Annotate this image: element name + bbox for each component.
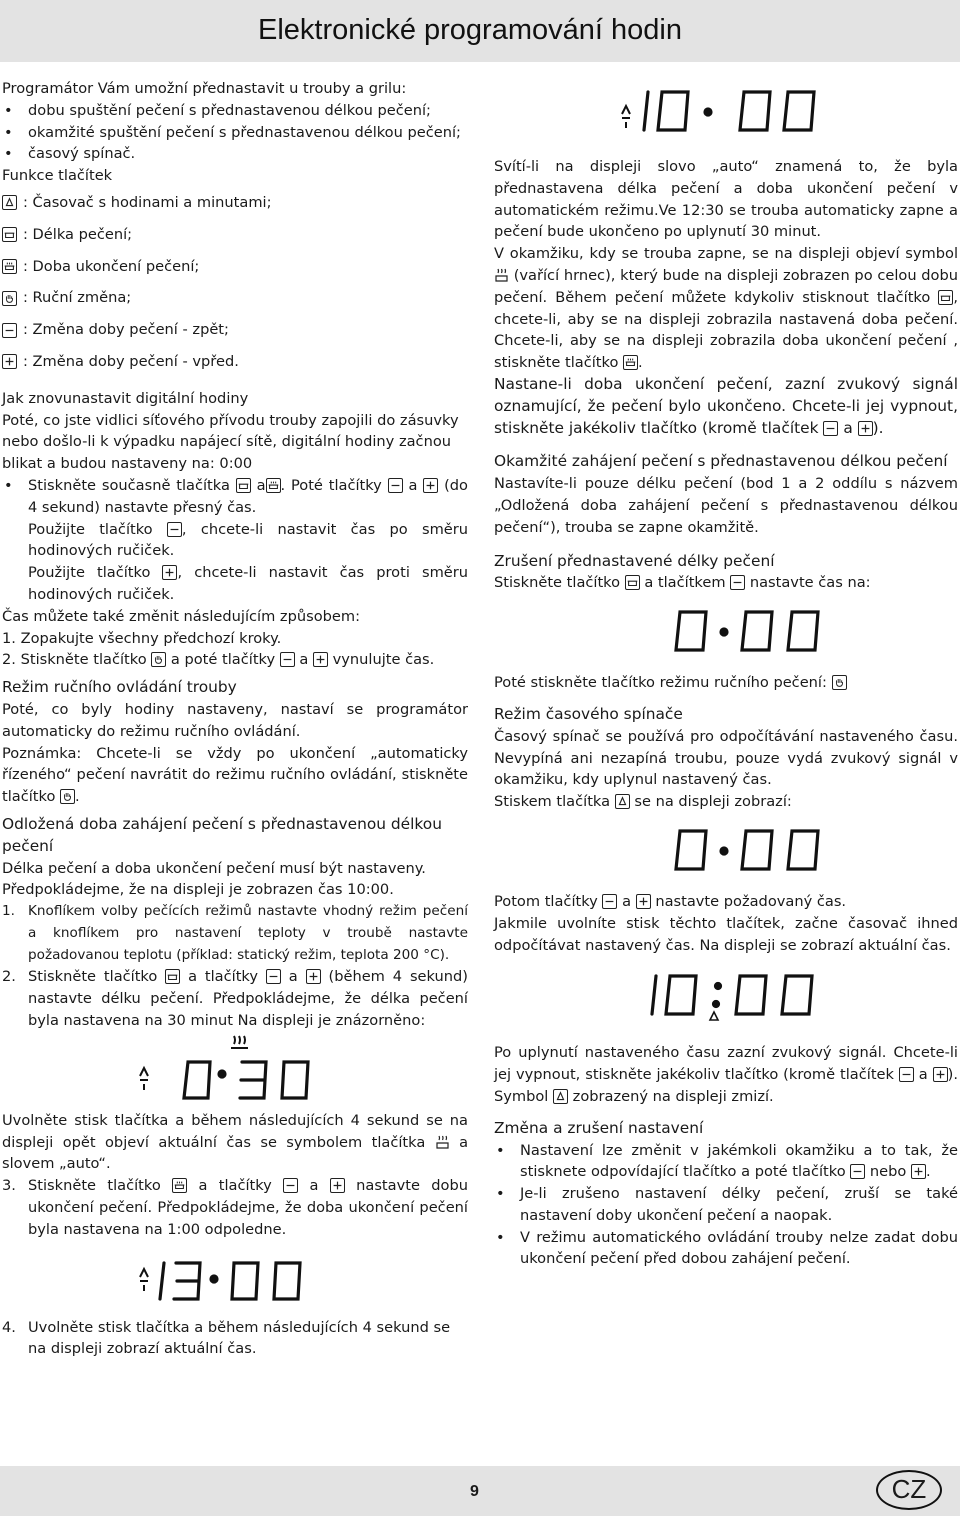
minus-icon	[823, 421, 838, 436]
left-column	[2, 78, 468, 1360]
language-badge: CZ	[876, 1470, 942, 1510]
steam-pot-icon	[435, 1135, 450, 1150]
plus-icon	[423, 478, 438, 493]
lcd-display-13-00	[2, 1241, 468, 1317]
after-text: Po uplynutí nastaveného času zazní zvukový signál. Chcete-li jej vypnout, stiskněte jakékoliv tlačítko (kromě tlačítek a ). Symbol zobrazený na displeji zmizí.	[494, 1044, 958, 1105]
release-text: Uvolněte stisk tlačítka a během následujících 4 sekund se na displeji opět objeví aktuální čas se symbolem tlačítka a slovem „auto“.	[2, 1111, 469, 1173]
lcd-digits	[644, 92, 814, 130]
intro-bullet: • okamžité spuštění pečení s přednastavenou délkou pečení;	[2, 122, 468, 144]
step-3: 3. Stiskněte tlačítko a tlačítky a nastavte dobu ukončení pečení. Předpokládejme, že doba ukončení pečení byla nastavena na 1:00 odpoledne.	[2, 1177, 468, 1238]
pot-icon	[236, 478, 251, 493]
key-row-manual	[2, 282, 468, 314]
then-text: Potom tlačítky a nastavte požadovaný čas.	[494, 892, 847, 910]
lcd-digits	[676, 831, 818, 869]
lcd-digits	[676, 612, 818, 650]
bell-icon	[615, 794, 630, 809]
change-bullet: • Je-li zrušeno nastavení délky pečení, zruší se také nastavení doby ukončení pečení a naopak.	[494, 1183, 958, 1227]
plus-icon	[933, 1067, 948, 1082]
auto-word: auto	[719, 158, 752, 175]
intro-bullet: • dobu spuštění pečení s přednastavenou délkou pečení;	[2, 100, 468, 122]
key-label: : Změna doby pečení - vpřed.	[23, 352, 239, 370]
timer-title: Režim časového spínače	[494, 704, 683, 723]
pot-icon	[938, 290, 953, 305]
plus-icon	[306, 969, 321, 984]
change-title: Změna a zrušení nastavení	[494, 1118, 704, 1137]
minus-icon	[283, 1178, 298, 1193]
reset-step: Použijte tlačítko , chcete-li nastavit čas po směru hodinových ručiček.	[28, 520, 469, 560]
auto-symbol-icon	[622, 106, 630, 128]
page-footer	[0, 1466, 960, 1516]
lcd-digits	[652, 976, 812, 1014]
key-label: : Změna doby pečení - zpět;	[23, 321, 229, 339]
key-row-plus	[2, 346, 468, 378]
step-2: 2. Stiskněte tlačítko a tlačítky a (během 4 sekund) nastavte délku pečení. Předpokládejme, že délka pečení byla nastavena na 30 minut Na displeji je znázorněno:	[2, 968, 468, 1030]
key-label: : Délka pečení;	[23, 225, 133, 243]
plus-icon	[2, 354, 17, 369]
minus-icon	[850, 1164, 865, 1179]
reset-text: Poté, co jste vidlici síťového přívodu trouby zapojili do zásuvky nebo došlo-li k výpadku napájecí sítě, digitální hodiny začnou blikat a budou nastaveny na: 0:00	[2, 411, 459, 473]
lcd-display-0-30	[2, 1032, 468, 1110]
auto-symbol-icon	[140, 1269, 148, 1291]
hand-icon	[2, 291, 17, 306]
reset-step: • Stiskněte současně tlačítka a . Poté tlačítky a (do 4 sekund) nastavte přesný čas.	[2, 475, 468, 519]
plus-icon	[330, 1178, 345, 1193]
minus-icon	[899, 1067, 914, 1082]
key-row-end	[2, 251, 468, 283]
key-label: : Časovač s hodinami a minutami;	[23, 193, 272, 211]
bell-icon	[710, 1012, 718, 1020]
plus-icon	[911, 1164, 926, 1179]
cancel-text: Stiskněte tlačítko a tlačítkem nastavte čas na:	[494, 574, 871, 592]
timer-text: Časový spínač se používá pro odpočítávání nastaveného času. Nevypíná ani nezapíná troubu, pouze vydá zvukový signál v okamžiku, kdy uplynul nastavený čas.	[494, 727, 958, 789]
keys-title: Funkce tlačítek	[2, 167, 113, 185]
minus-icon	[266, 969, 281, 984]
instant-title: Okamžité zahájení pečení s přednastavenou délkou pečení	[494, 452, 948, 471]
minus-icon	[167, 522, 182, 537]
note: Poznámka: Chcete-li se vždy po ukončení „automaticky řízeného“ pečení navrátit do režimu ručního ovládání, stiskněte tlačítko .	[2, 744, 468, 806]
steam-pot-icon	[231, 1036, 248, 1048]
reset-title: Jak znovunastavit digitální hodiny	[2, 389, 249, 407]
key-label: : Ruční změna;	[23, 289, 132, 307]
page-title: Elektronické programování hodin	[258, 14, 682, 46]
plus-icon	[858, 421, 873, 436]
manual-title: Režim ručního ovládání trouby	[2, 678, 237, 697]
hand-icon	[60, 789, 75, 804]
hand-icon	[151, 652, 166, 667]
lcd-display-timer-0-00	[494, 813, 958, 891]
auto-symbol-icon	[140, 1068, 148, 1090]
cancel-title: Zrušení přednastavené délky pečení	[494, 551, 775, 570]
minus-icon	[388, 478, 403, 493]
change-bullet: • V režimu automatického ovládání trouby nelze zadat dobu ukončení pečení před dobou zahájení pečení.	[494, 1227, 958, 1271]
auto-text: Svítí-li na displeji slovo „auto“ znamená to, že byla přednastavena délka pečení a doba ukončení pečení v automatickém režimu.Ve 12:30 se trouba automaticky zapne a pečení bude ukončeno po uplynutí 30 minut.	[494, 158, 958, 241]
delayed-title: Odložená doba zahájení pečení s přednastavenou délkou pečení	[2, 814, 442, 855]
lcd-digits	[160, 1263, 300, 1299]
minus-icon	[280, 652, 295, 667]
minus-icon	[730, 575, 745, 590]
pot-icon	[165, 969, 180, 984]
instant-text: Nastavíte-li pouze délku pečení (bod 1 a 2 oddílu s názvem „Odložená doba zahájení pečení s přednastavenou délkou pečení“), trouba se zapne okamžitě.	[494, 475, 958, 536]
plus-icon	[162, 565, 177, 580]
key-label: : Doba ukončení pečení;	[23, 257, 200, 275]
delayed-text: Předpokládejme, že na displeji je zobrazen čas 10:00.	[2, 881, 394, 899]
intro-bullet: • časový spínač.	[2, 143, 468, 165]
reset-n2: 2. Stiskněte tlačítko a poté tlačítky a vynulujte čas.	[2, 651, 435, 669]
reset-alt: Čas můžete také změnit následujícím způsobem:	[2, 607, 361, 625]
reset-n1: 1. Zopakujte všechny předchozí kroky.	[2, 629, 282, 647]
cancel-then: Poté stiskněte tlačítko režimu ručního pečení:	[494, 672, 958, 694]
minus-icon	[602, 894, 617, 909]
key-row-timer	[2, 187, 468, 219]
step-1: 1. Knoflíkem volby pečících režimů nastavte vhodný režim pečení a knoflíkem pro nastavení teploty v troubě nastavte požadovanou teplotu (příklad: statický režim, teplota 200 °C).	[2, 903, 468, 963]
reset-value: 0:00	[219, 455, 253, 473]
pot-end-icon	[2, 259, 17, 274]
change-bullet: • Nastavení lze změnit v jakémkoli okamžiku a to tak, že stisknete odpovídající tlačítko a poté tlačítko nebo .	[494, 1140, 958, 1184]
minus-icon	[2, 323, 17, 338]
key-row-duration	[2, 219, 468, 251]
plus-icon	[313, 652, 328, 667]
lcd-display-0-00	[494, 594, 958, 672]
end-text: Nastane-li doba ukončení pečení, zazní zvukový signál oznamující, že pečení bylo ukončeno. Chcete-li jej vypnout, stiskněte jakékoliv tlačítko (kromě tlačítek a ).	[494, 374, 958, 437]
right-column	[494, 78, 958, 1270]
pot-icon	[2, 227, 17, 242]
lcd-digits	[184, 1062, 308, 1098]
plus-icon	[636, 894, 651, 909]
lcd-display-10-00-auto	[494, 78, 958, 156]
lcd-display-timer-10-00	[494, 956, 958, 1042]
pot-end-icon	[172, 1178, 187, 1193]
page-number: 9	[470, 1483, 479, 1500]
pot-end-icon	[623, 355, 638, 370]
steam-pot-icon	[494, 268, 509, 283]
pot-end-icon	[266, 478, 281, 493]
intro-text: Programátor Vám umožní přednastavit u trouby a grilu:	[2, 80, 407, 97]
key-row-minus	[2, 314, 468, 346]
auto-word: auto	[66, 1155, 99, 1173]
step-4: 4. Uvolněte stisk tlačítka a během následujících 4 sekund se na displeji zobrazí aktuální čas.	[2, 1318, 451, 1358]
pot-icon	[625, 575, 640, 590]
delayed-text: Délka pečení a doba ukončení pečení musí být nastaveny.	[2, 859, 426, 877]
bell-icon	[553, 1089, 568, 1104]
timer-press: Stiskem tlačítka se na displeji zobrazí:	[494, 793, 792, 811]
bell-icon	[2, 195, 17, 210]
moment-text: V okamžiku, kdy se trouba zapne, se na displeji objeví symbol (vařící hrnec), který bude na displeji zobrazen po celou dobu pečení. Během pečení můžete kdykoliv stisknout tlačítko , chcete-li, aby se na displeji zobrazila nastavená doba pečení. Chcete-li, aby se na displeji zobrazila doba ukončení pečení , stiskněte tlačítko .	[494, 245, 959, 372]
manual-text: Poté, co byly hodiny nastaveny, nastaví se programátor automaticky do režimu ručního ovládání.	[2, 700, 468, 740]
hand-icon	[832, 675, 847, 690]
then-detail: Jakmile uvolníte stisk těchto tlačítek, začne časovač ihned odpočítávat nastavený čas. Na displeji se zobrazí aktuální čas.	[494, 914, 958, 954]
reset-step: Použijte tlačítko , chcete-li nastavit čas proti směru hodinových ručiček.	[28, 564, 469, 603]
